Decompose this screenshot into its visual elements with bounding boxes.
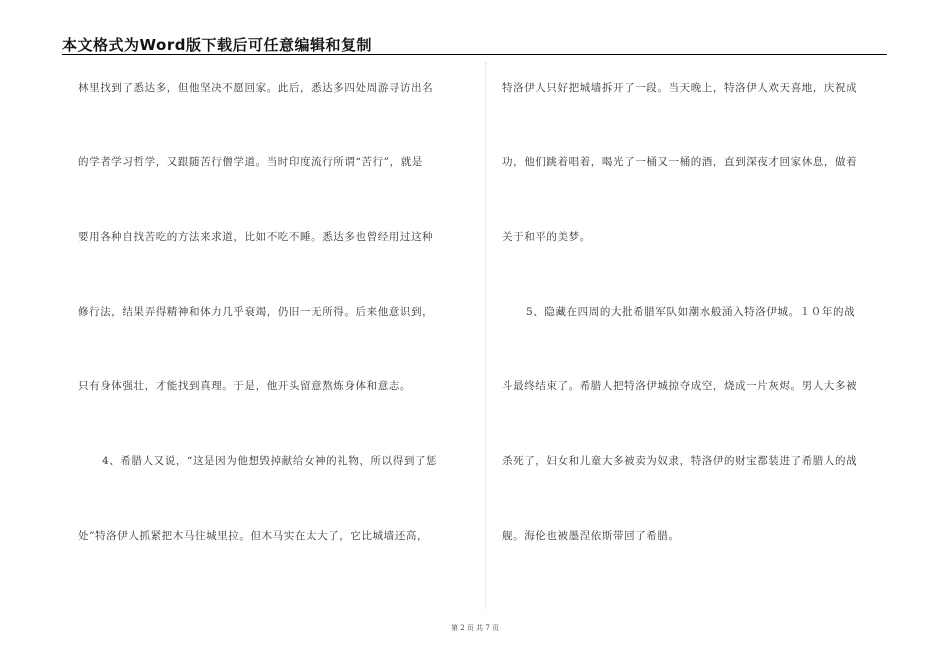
paragraph-line: 林里找到了悉达多，但他坚决不愿回家。此后，悉达多四处周游寻访出名 [78, 82, 434, 94]
paragraph-line: 的学者学习哲学，又跟随苦行僧学道。当时印度流行所谓“苦行”，就是 [78, 156, 423, 168]
paragraph-line: 杀死了，妇女和儿童大多被卖为奴隶，特洛伊的财宝都装进了希腊人的战 [502, 455, 858, 467]
paragraph-line: 特洛伊人只好把城墙拆开了一段。当天晚上，特洛伊人欢天喜地，庆祝成 [502, 82, 858, 94]
paragraph-line: 功，他们跳着唱着，喝光了一桶又一桶的酒，直到深夜才回家休息，做着 [502, 156, 858, 168]
paragraph-line: 5、隐藏在四周的大批希腊军队如潮水般涌入特洛伊城。１０年的战 [526, 306, 856, 318]
paragraph-line: 斗最终结束了。希腊人把特洛伊城掠夺成空，烧成一片灰烬。男人大多被 [502, 380, 858, 392]
paragraph-line: 修行法，结果弄得精神和体力几乎衰竭，仍旧一无所得。后来他意识到， [78, 306, 434, 318]
paragraph-line: 处”特洛伊人抓紧把木马往城里拉。但木马实在太大了，它比城墙还高， [78, 530, 429, 542]
paragraph-line: 只有身体强壮，才能找到真理。于是，他开头留意熬炼身体和意志。 [78, 380, 411, 392]
paragraph-line: 关于和平的美梦。 [502, 231, 591, 243]
column-divider [485, 62, 486, 610]
page-number-footer: 第 2 页 共 7 页 [450, 624, 500, 632]
document-header-title: 本文格式为Word版下载后可任意编辑和复制 [62, 36, 372, 54]
paragraph-line: 要用各种自找苦吃的方法来求道，比如不吃不睡。悉达多也曾经用过这种 [78, 231, 434, 243]
header-rule [62, 54, 887, 55]
paragraph-line: 4、希腊人又说，“这是因为他想毁掉献给女神的礼物，所以得到了惩 [102, 455, 438, 467]
paragraph-line: 舰。海伦也被墨涅依斯带回了希腊。 [502, 530, 680, 542]
